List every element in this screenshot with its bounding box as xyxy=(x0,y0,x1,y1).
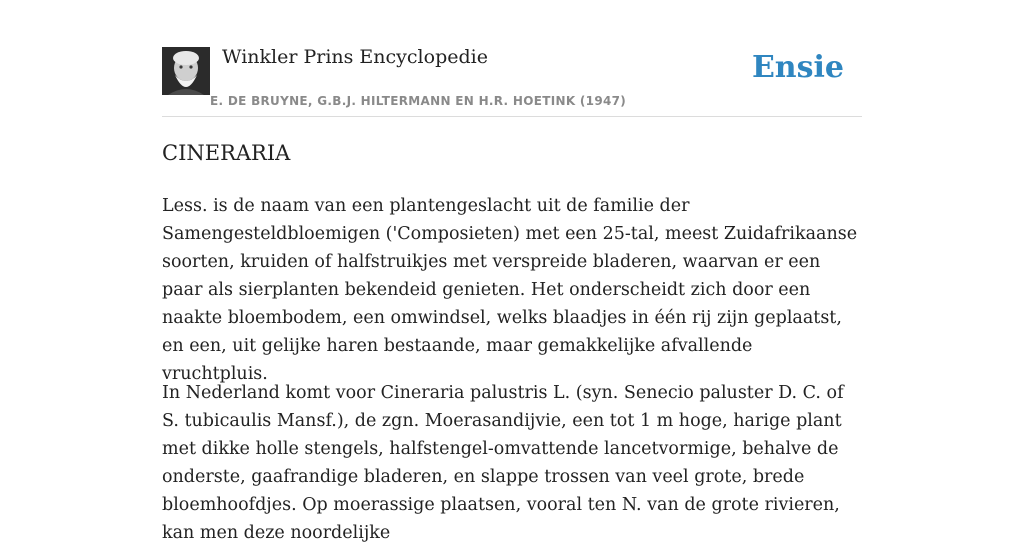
entry-paragraph-2: In Nederland komt voor Cineraria palustris L. (syn. Senecio paluster D. C. of S. tubicaulis Mansf.), de zgn. Moerasandijvie, een tot 1 m hoge, harige plant met dikke holle stengels, halfstengel-omvattende lancetvormige, behalve de onderste, gaafrandige bladeren, en slappe trossen van veel grote, brede bloemhoofdjes. Op moerassige plaatsen, vooral ten N. van de grote rivieren, kan men deze noordelijke xyxy=(162,383,844,543)
content-container xyxy=(162,0,862,543)
entry-paragraph-1: Less. is de naam van een plantengeslacht uit de familie der Samengesteldbloemigen ('Composieten) met een 25-tal, meest Zuidafrikaanse soorten, kruiden of halfstruikjes met verspreide bladeren, waarvan er een paar als sierplanten bekendeid genieten. Het onderscheidt zich door een naakte bloembodem, een omwindsel, welks blaadjes in één rij zijn geplaatst, en een, uit gelijke haren bestaande, maar gemakkelijke afvallende vruchtpluis. xyxy=(162,196,858,384)
page-header xyxy=(162,0,862,117)
author-avatar[interactable] xyxy=(162,47,210,95)
authors-byline: E. DE BRUYNE, G.B.J. HILTERMANN EN H.R. HOETINK (1947) xyxy=(210,94,627,108)
author-portrait-icon xyxy=(162,47,210,95)
site-title[interactable]: Winkler Prins Encyclopedie xyxy=(222,46,488,68)
brand-logo-link[interactable]: Ensie xyxy=(751,50,844,85)
entry-title: CINERARIA xyxy=(162,141,291,165)
